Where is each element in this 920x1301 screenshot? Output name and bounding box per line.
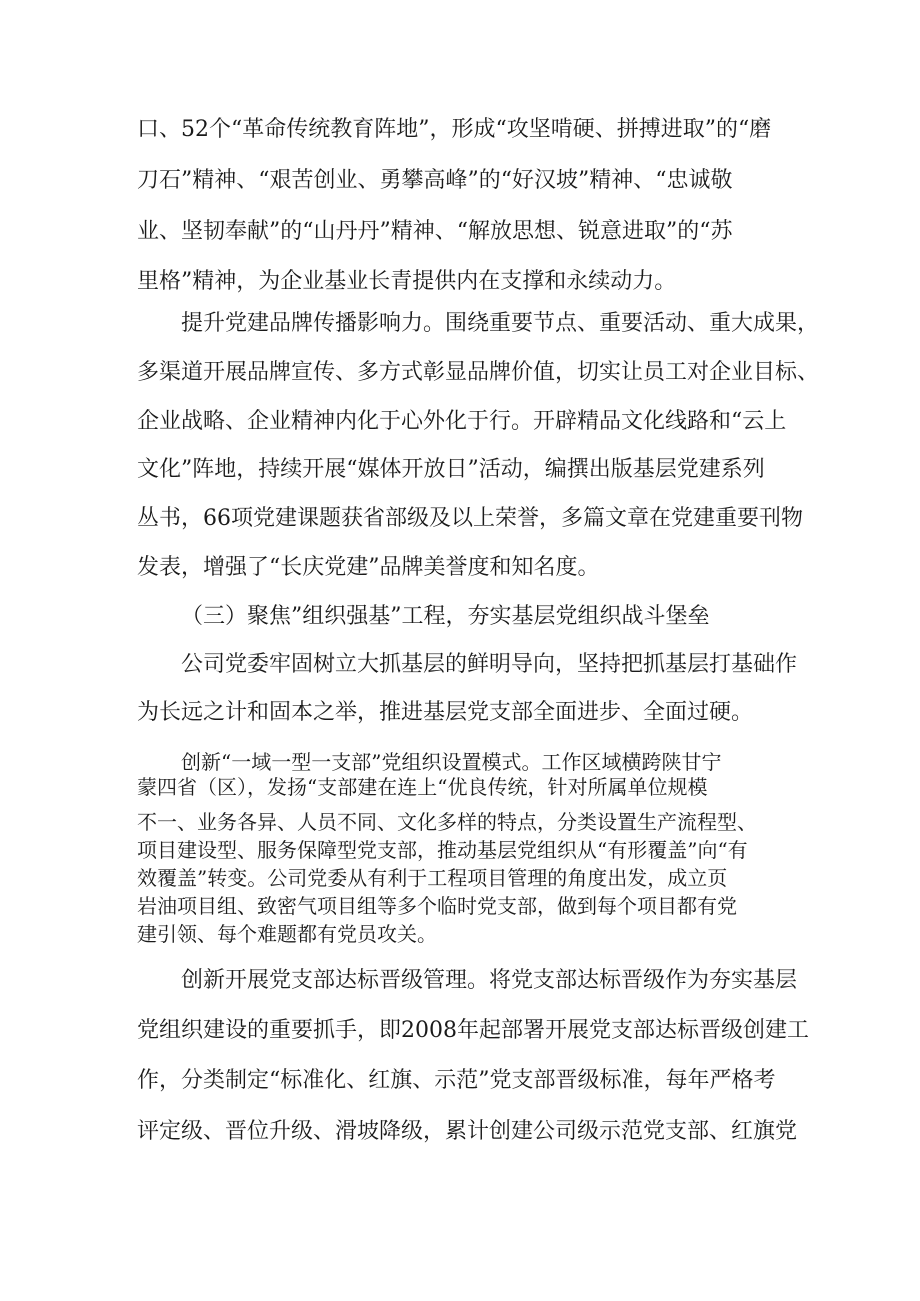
text-line: 作，分类制定“标准化、红旗、示范”党支部晋级标准，每年严格考: [137, 1068, 776, 1093]
text-line: 不一、业务各异、人员不同、文化多样的特点，分类设置生产流程型、: [137, 810, 757, 834]
text-line: 里格”精神，为企业基业长青提供内在支撑和永续动力。: [137, 269, 677, 294]
text-line: 建引领、每个难题都有党员攻关。: [137, 922, 437, 946]
heading-text: （三）聚焦”组织强基”工程，夯实基层党组织战斗堡垒: [181, 604, 710, 629]
text-line: 多渠道开展品牌宣传、多方式彰显品牌价值，切实让员工对企业目标、: [137, 360, 820, 385]
text-line: 党组织建设的重要抓手，即2008年起部署开展党支部达标晋级创建工: [137, 1018, 809, 1043]
text-line: 评定级、晋位升级、滑坡降级，累计创建公司级示范党支部、红旗党: [137, 1119, 798, 1144]
text-line: 公司党委牢固树立大抓基层的鲜明导向，坚持把抓基层打基础作: [181, 652, 798, 677]
text-line: 文化”阵地，持续开展“媒体开放日”活动，编撰出版基层党建系列: [137, 457, 765, 482]
text-line: 为长远之计和固本之举，推进基层党支部全面进步、全面过硬。: [137, 700, 754, 725]
text-line: 丛书，66项党建课题获省部级及以上荣誉，多篇文章在党建重要刊物: [137, 506, 803, 531]
text-line: 项目建设型、服务保障型党支部，推动基层党组织从“有形覆盖”向“有: [137, 838, 748, 862]
text-line: 提升党建品牌传播影响力。围绕重要节点、重要活动、重大成果，: [181, 311, 820, 336]
text-line: 创新“一域一型一支部”党组织设置模式。工作区域横跨陕甘宁: [181, 750, 722, 774]
text-line: 蒙四省（区），发扬“支部建在连上“优良传统，针对所属单位规模: [137, 775, 708, 799]
text-line: 业、坚韧奉献”的“山丹丹”精神、“解放思想、锐意进取”的“苏: [137, 219, 733, 244]
text-line: 岩油项目组、致密气项目组等多个临时党支部，做到每个项目都有党: [137, 894, 737, 918]
text-line: 企业战略、企业精神内化于心外化于行。开辟精品文化线路和“云上: [137, 409, 787, 434]
text-line: 发表，增强了“长庆党建”品牌美誉度和知名度。: [137, 555, 600, 580]
text-line: 效覆盖”转变。公司党委从有利于工程项目管理的角度出发，成立页: [137, 866, 728, 890]
text-line: 口、52个“革命传统教育阵地”，形成“攻坚啃硬、拼搏进取”的“磨: [137, 117, 772, 142]
text-line: 创新开展党支部达标晋级管理。将党支部达标晋级作为夯实基层: [181, 968, 798, 993]
text-line: 刀石”精神、“艰苦创业、勇攀高峰”的“好汉坡”精神、“忠诚敬: [137, 168, 733, 193]
